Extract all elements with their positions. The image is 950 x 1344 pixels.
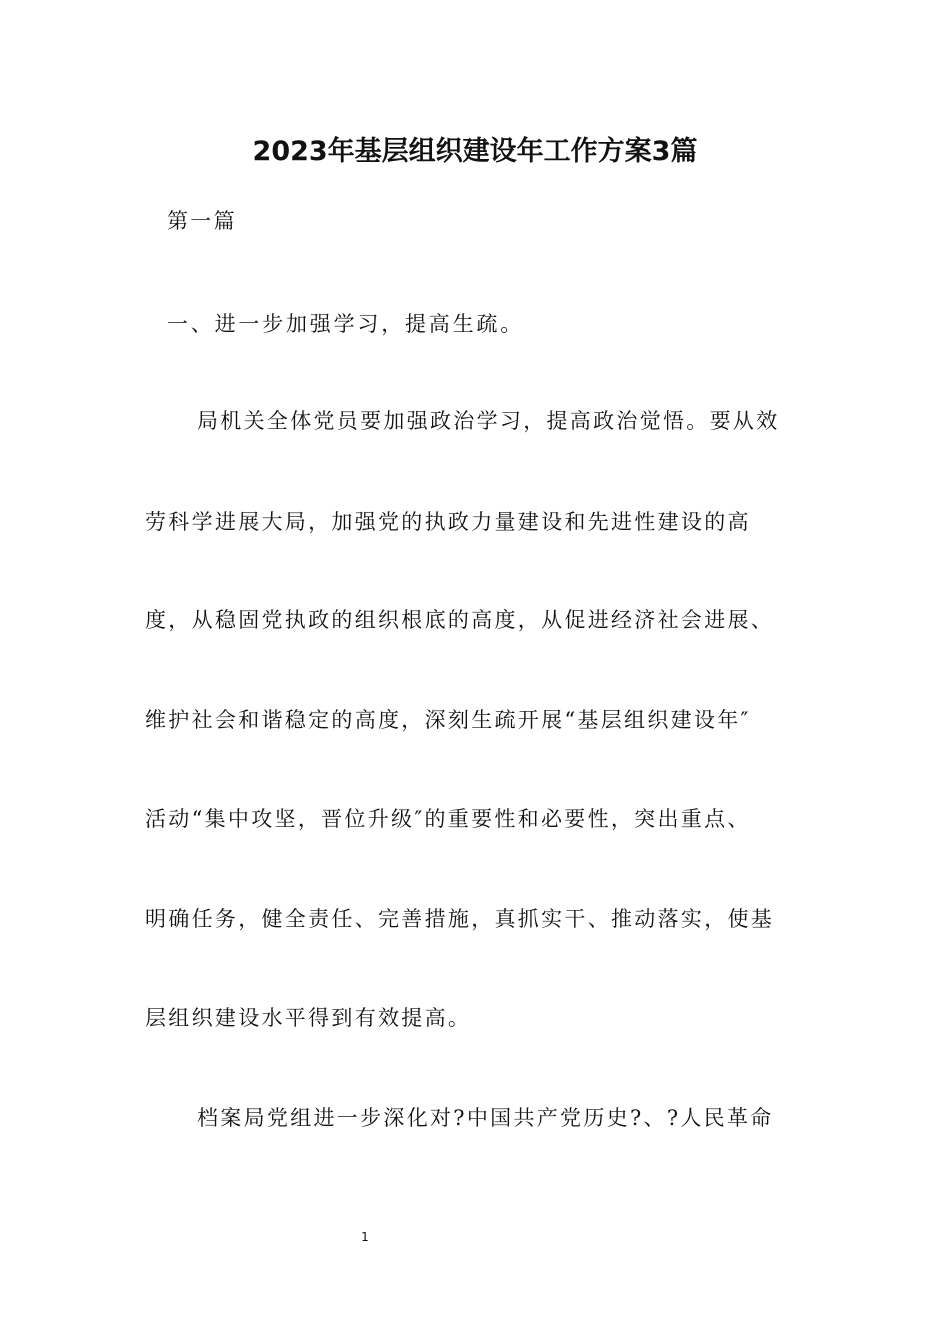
paragraph-line: 层组织建设水平得到有效提高。: [145, 1006, 472, 1030]
paragraph-line: 劳科学进展大局，加强党的执政力量建设和先进性建设的高: [145, 510, 751, 534]
paragraph-line: 档案局党组进一步深化对?中国共产党历史?、?人民革命: [197, 1106, 774, 1130]
paragraph-line: 度，从稳固党执政的组织根底的高度，从促进经济社会进展、: [145, 608, 775, 632]
paragraph-line: 维护社会和谐稳定的高度，深刻生疏开展“基层组织建设年″: [145, 708, 751, 732]
section-label: 第一篇: [167, 209, 237, 233]
page-number: 1: [361, 1230, 369, 1244]
paragraph-line: 活动“集中攻坚，晋位升级″的重要性和必要性，突出重点、: [145, 807, 751, 831]
paragraph-line: 明确任务，健全责任、完善措施，真抓实干、推动落实，使基: [145, 907, 775, 931]
section-heading: 一、进一步加强学习，提高生疏。: [167, 312, 524, 336]
paragraph-line: 局机关全体党员要加强政治学习，提高政治觉悟。要从效: [197, 409, 780, 433]
document-title: 2023年基层组织建设年工作方案3篇: [252, 136, 698, 167]
